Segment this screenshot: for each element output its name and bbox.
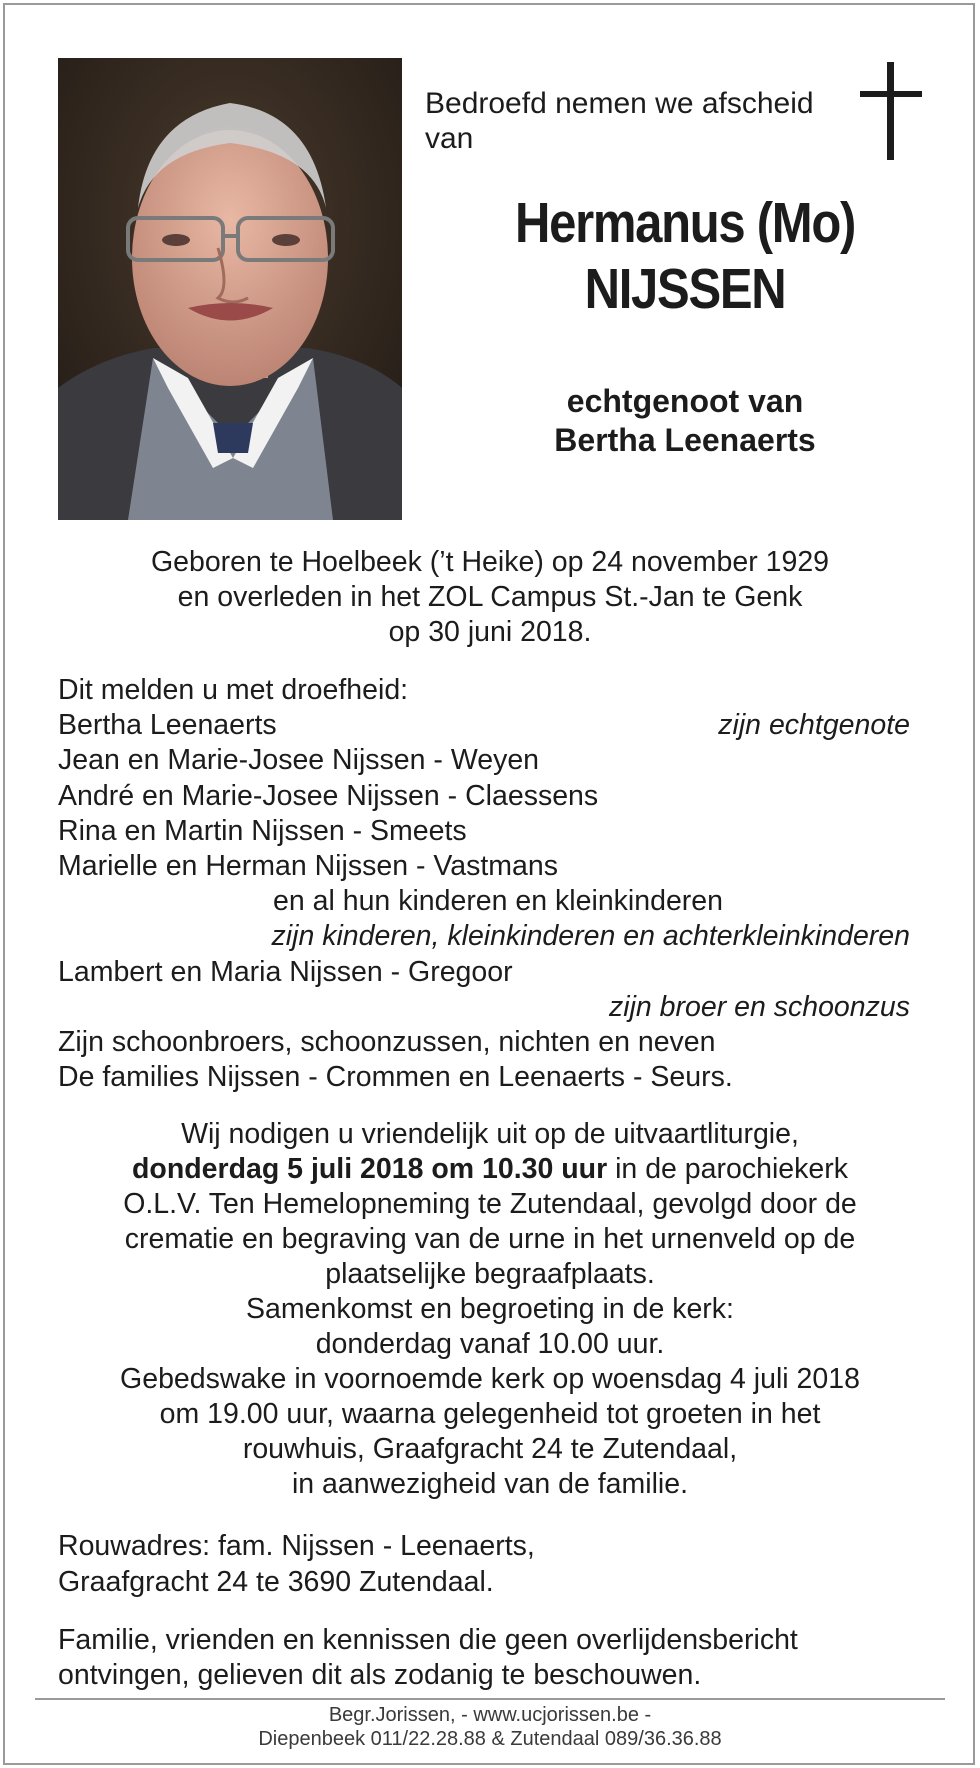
spouse-relation: echtgenoot van (566, 383, 804, 419)
family-row: Marielle en Herman Nijssen - Vastmans (58, 849, 558, 882)
family-role-row: zijn broer en schoonzus (608, 990, 910, 1023)
notice-text (58, 1623, 798, 1693)
family-row: Rina en Martin Nijssen - Smeets (58, 814, 467, 847)
death-line: en overleden in het ZOL Campus St.-Jan te Genk (177, 581, 803, 613)
footer-line: Begr.Jorissen, - www.ucjorissen.be - (328, 1704, 652, 1726)
family-row: Zijn schoonbroers, schoonzussen, nichten en neven (58, 1025, 716, 1058)
deceased-name (461, 190, 908, 322)
footer-line: Diepenbeek 011/22.28.88 & Zutendaal 089/36.36.88 (258, 1728, 722, 1750)
cross-icon (860, 62, 922, 160)
deceased-first-name: Hermanus (Mo) (514, 191, 856, 255)
funeral-date-line (40, 1152, 940, 1187)
intro-line: van (425, 122, 474, 155)
family-row: André en Marie-Josee Nijssen - Claessens (58, 779, 599, 812)
spouse-block (470, 382, 900, 460)
family-row: en al hun kinderen en kleinkinderen (273, 885, 723, 918)
birth-death-details (40, 545, 940, 650)
birth-line: Geboren te Hoelbeek (’t Heike) op 24 november 1929 (150, 546, 830, 578)
family-member-name: Bertha Leenaerts (58, 709, 277, 742)
family-role-row: zijn kinderen, kleinkinderen en achterkleinkinderen (271, 920, 910, 953)
funeral-line: om 19.00 uur, waarna gelegenheid tot groeten in het (159, 1398, 821, 1430)
family-row (58, 708, 918, 743)
funeral-line: plaatselijke begraafplaats. (325, 1258, 655, 1290)
funeral-line: Gebedswake in voornoemde kerk op woensdag 4 juli 2018 (120, 1363, 860, 1395)
funeral-line: in aanwezigheid van de familie. (291, 1468, 689, 1500)
funeral-line: rouwhuis, Graafgracht 24 te Zutendaal, (242, 1433, 738, 1465)
family-row: De families Nijssen - Crommen en Leenaerts - Seurs. (58, 1061, 733, 1094)
funeral-line: Wij nodigen u vriendelijk uit op de uitvaartliturgie, (181, 1118, 799, 1150)
intro-text (425, 86, 845, 156)
funeral-place: in de parochiekerk (607, 1153, 848, 1185)
mourning-address (58, 1528, 535, 1600)
intro-line: Bedroefd nemen we afscheid (425, 87, 814, 120)
address-line: Rouwadres: fam. Nijssen - Leenaerts, (58, 1530, 535, 1562)
funeral-home-footer (40, 1703, 940, 1751)
funeral-details (40, 1117, 940, 1502)
address-line: Graafgracht 24 te 3690 Zutendaal. (58, 1566, 494, 1598)
funeral-line: donderdag vanaf 10.00 uur. (315, 1328, 665, 1360)
funeral-date: donderdag 5 juli 2018 om 10.30 uur (132, 1153, 608, 1185)
notice-line: ontvingen, gelieven dit als zodanig te beschouwen. (58, 1659, 702, 1691)
deceased-last-name: NIJSSEN (584, 257, 786, 321)
notice-line: Familie, vrienden en kennissen die geen overlijdensbericht (58, 1624, 798, 1656)
funeral-line: O.L.V. Ten Hemelopneming te Zutendaal, gevolgd door de (123, 1188, 857, 1220)
death-date-line: op 30 juni 2018. (388, 616, 592, 648)
funeral-line: Samenkomst en begroeting in de kerk: (246, 1293, 734, 1325)
family-row: Lambert en Maria Nijssen - Gregoor (58, 955, 513, 988)
family-row: Jean en Marie-Josee Nijssen - Weyen (58, 744, 540, 777)
portrait-photo (58, 58, 402, 520)
footer-divider (35, 1698, 945, 1700)
family-list (58, 673, 918, 1095)
spouse-name: Bertha Leenaerts (554, 422, 816, 458)
family-heading: Dit melden u met droefheid: (58, 674, 409, 706)
funeral-line: crematie en begraving van de urne in het urnenveld op de (124, 1223, 856, 1255)
family-member-role: zijn echtgenote (718, 709, 910, 742)
